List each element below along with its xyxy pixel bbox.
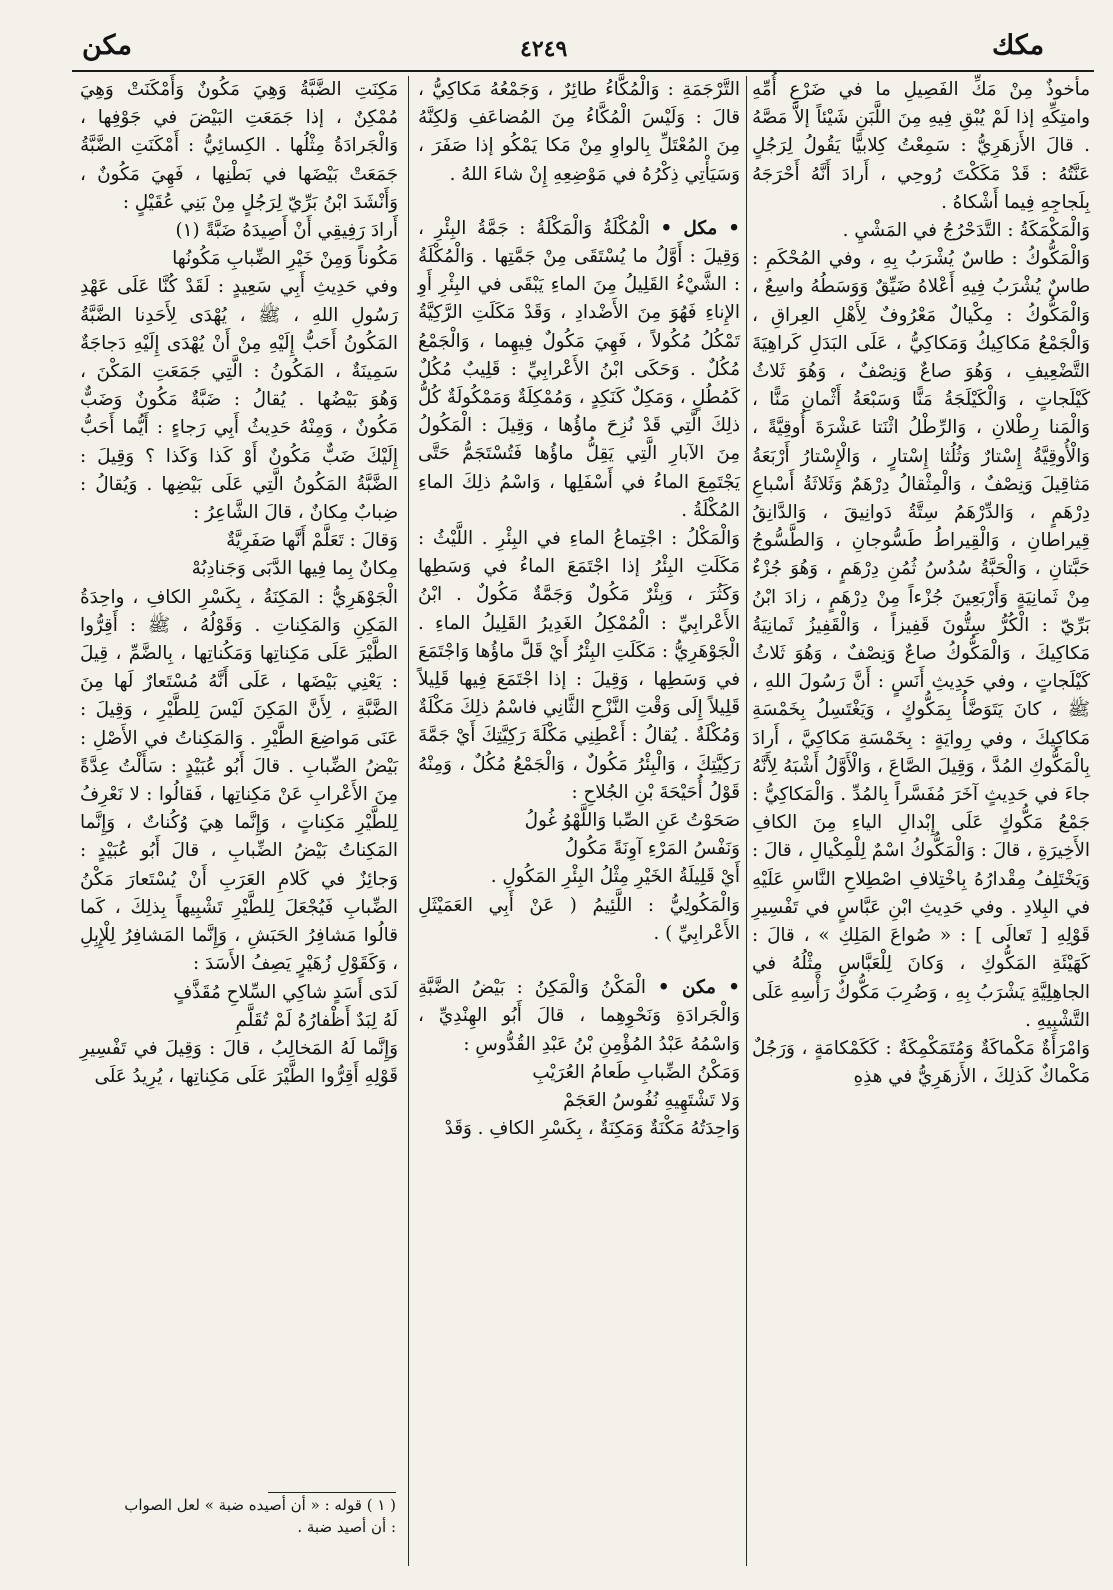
header-root-left: مكن: [82, 30, 132, 61]
entry-text: الْمَكْنُ وَالْمَكِنُ : بَيْضُ الضَّبَّةِ وَالْجَرادَةِ وَنَحْوِهِما ، قالَ أَبُو الهِنْدِيِّ ، وَاسْمُهُ عَبْدُ المُؤْمِنِ بْنُ عَبْدِ القُدُّوسِ :: [418, 977, 740, 1055]
paragraph: وَامْرَأَةٌ مَكْماكَةٌ وَمُتَمَكْمِكَةٌ : كَكَمْكامَةٍ ، وَرَجُلٌ مَكْماكٌ كَذلِكَ ، الأَزهَرِيُّ في هذِهِ: [752, 1037, 1090, 1088]
header-rule: [72, 70, 1094, 72]
verse-line: لَهُ لِبَدٌ أَظْفارُهُ لَمْ تُقَلَّمِ: [235, 1009, 398, 1031]
footnote-line: ( ١ ) قوله : « أن أصيده ضبة » لعل الصواب: [124, 1496, 396, 1514]
column-middle: [418, 76, 740, 1143]
paragraph: وَإِنَّما لَهُ المَخالِبُ ، قالَ : وَقِيلَ في تَفْسِيرِ قَوْلِهِ أَقِرُّوا الطَّيْرَ عَلَى مَكِناتِها ، يُرِيدُ عَلَى: [80, 1037, 398, 1088]
verse-line: وَقالَ : تَعَلَّمْ أَنَّها صَفَرِيَّةٌ: [226, 530, 398, 552]
verse-line: وَمَكْنُ الضِّبابِ طَعامُ العُرَيْبِ: [532, 1061, 740, 1083]
paragraph: وَاحِدَتُهُ مَكْنَةٌ وَمَكِنَةٌ ، بِكَسْرِ الكافِ . وَقَدْ: [444, 1118, 740, 1140]
paragraph: وَالْمَكُولِيُّ : اللَّئِيمُ ( عَنْ أَبِي العَمَيْثَلِ الأَعْرابِيِّ ) .: [418, 894, 740, 944]
verse-line: لَدَى أَسَدٍ شاكِي السِّلاحِ مُقَذَّفٍ: [173, 981, 398, 1003]
paragraph: وفي حَدِيثِ أَبِي سَعِيدٍ : لَقَدْ كُنَّا عَلَى عَهْدِ رَسُولِ اللهِ ، ﷺ ، يُهْدَى لِأَحَدِنا الضَّبَّةُ المَكُونُ أَحَبُّ إِلَيْهِ مِنْ أَنْ يُهْدَى إِلَيْهِ دَجاجَةٌ سَمِينَةٌ ، المَكُونُ : الَّتِي جَمَعَتِ المَكْنَ ، وَهُوَ بَيْضُها . يُقالُ : ضَبَّةٌ مَكُونٌ وَضَبٌّ مَكُونٌ ، وَمِنْهُ حَدِيثُ أَبِي رَجاءٍ : أَيُّما أَحَبُّ إِلَيْكَ ضَبٌّ مَكُونٌ أَوْ كَذا وَكَذا ؟ وَقِيلَ : الضَّبَّةُ المَكُونُ الَّتِي عَلَى بَيْضِها . وَيُقالُ : ضِبابٌ مِكانٌ ، قالَ الشَّاعِرُ :: [80, 276, 398, 524]
paragraph: الْجَوْهَرِيُّ : المَكِنَةُ ، بِكَسْرِ الكافِ ، واحِدَةُ المَكِنِ وَالمَكِناتِ . وَقَوْلُهُ ، ﷺ : أَقِرُّوا الطَّيْرَ عَلَى مَكِناتِها وَمَكُناتِها ، بِالضَّمِّ ، قِيلَ : يَعْنِي بَيْضَها ، عَلَى أَنَّهُ مُسْتَعارٌ لَها مِنَ الضَّبَّةِ ، لِأَنَّ المَكِنَ لَيْسَ لِلطَّيْرِ ، وَقِيلَ : عَنَى مَواضِعَ الطَّيْرِ . وَالمَكِناتُ في الأَصْلِ : بَيْضُ الضِّبابِ . قالَ أَبُو عُبَيْدٍ : سَأَلْتُ عِدَّةً مِنَ الأَعْرابِ عَنْ مَكِناتِها ، فَقالُوا : لا نَعْرِفُ لِلطَّيْرِ مَكِناتٍ ، وَإِنَّما هِيَ وُكُناتٌ ، وَإِنَّما المَكِناتُ بَيْضُ الضِّبابِ ، قالَ أَبُو عُبَيْدٍ : وَجائِزٌ في كَلامِ العَرَبِ أَنْ يُسْتَعارَ مَكْنُ الضِّبابِ فَيُجْعَلَ لِلطَّيْرِ تَشْبِيهاً بِذلِكَ ، كَما قالُوا مَشافِرُ الحَبَشِ ، وَإِنَّما المَشافِرُ لِلْإِبِلِ ، وَكَقَوْلِ زُهَيْرٍ يَصِفُ الأَسَدَ :: [80, 586, 398, 975]
paragraph: أَيْ قَلِيلَةُ الخَيْرِ مِثْلُ البِئْرِ المَكُولِ .: [490, 866, 740, 888]
footnote: [80, 1494, 396, 1538]
footnote-rule: [268, 1492, 396, 1493]
verse-line: وَلا تَشْتَهِيهِ نُفُوسُ العَجَمْ: [563, 1089, 740, 1111]
column-divider-right: [746, 76, 747, 1566]
column-left: [80, 76, 398, 1091]
paragraph: وَالْمَكُّوكُ : طاسٌ يُشْرَبُ بِهِ ، وفي المُحْكَمِ : طاسٌ يُشْرَبُ فِيهِ أَعْلاهُ ضَيِّقٌ وَوَسَطُهُ واسِعٌ ، وَالْمَكُّوكُ : مِكْيالٌ مَعْرُوفٌ لِأَهْلِ العِراقِ ، وَالْجَمْعُ مَكاكِيكُ وَمَكاكِيُّ ، عَلَى البَدَلِ كَراهِيَةَ التَّضْعِيفِ ، وَهُوَ صاعٌ وَنِصْفٌ ، وَهُوَ ثَلاثُ كَيْلَجاتٍ ، وَالْكَيْلَجَةُ مَنًّا وَسَبْعَةُ أَثْمانِ مَنًّا ، وَالْمَنا رِطْلانِ ، وَالرِّطْلُ اثْنَتا عَشْرَةَ أُوقِيَّةً ، وَالْأُوقِيَّةُ إِسْتارٌ وَثُلُثا إِسْتارٍ ، وَالْإِسْتارُ أَرْبَعَةُ مَثاقِيلَ وَنِصْفٌ ، وَالْمِثْقالُ دِرْهَمٌ وَثَلاثَةُ أَسْباعِ دِرْهَمٍ ، وَالدِّرْهَمُ سِتَّةُ دَوانِيقَ ، وَالدَّانِقُ قِيراطانِ ، وَالْقِيراطُ طَسُّوجانِ ، وَالطَّسُّوجُ حَبَّتانِ ، وَالْحَبَّةُ سُدُسُ ثُمُنِ دِرْهَمٍ ، وَهُوَ جُزْءٌ مِنْ ثَمانِيَةٍ وَأَرْبَعِينَ جُزْءاً مِنْ دِرْهَمٍ ، زادَ ابْنُ بَرِّيّ : الْكُرُّ سِتُّونَ قَفِيزاً ، وَالْقَفِيزُ ثَمانِيَةُ مَكاكِيكَ ، وَالْمَكُّوكُ صاعٌ وَنِصْفٌ ، وَهُوَ ثَلاثُ كَيْلَجاتٍ ، وفي حَدِيثِ أَنَسٍ : أَنَّ رَسُولَ اللهِ ، ﷺ ، كانَ يَتَوَضَّأُ بِمَكُّوكٍ ، وَيَغْتَسِلُ بِخَمْسَةِ مَكاكِيكَ ، وفي رِوايَةٍ : بِخَمْسَةِ مَكاكِيَّ ، أَرادَ بِالْمَكُّوكِ المُدَّ ، وَقِيلَ الصَّاعَ ، وَالْأَوَّلُ أَشْبَهُ لِأَنَّهُ جاءَ في حَدِيثٍ آخَرَ مُفَسَّراً بِالمُدِّ . وَالْمَكاكِيُّ : جَمْعُ مَكُّوكٍ عَلَى إِبْدالِ الياءِ مِنَ الكافِ الأَخِيرَةِ ، قالَ : وَالْمَكُّوكُ اسْمٌ لِلْمِكْيالِ ، قالَ : وَيَخْتَلِفُ مِقْدارُهُ بِاخْتِلافِ اصْطِلاحِ النَّاسِ عَلَيْهِ في البِلادِ . وفي حَدِيثِ ابْنِ عَبَّاسٍ في تَفْسِيرِ قَوْلِهِ [ تَعالَى ] : « صُواعَ المَلِكِ » ، قالَ : كَهَيْئَةِ المَكُّوكِ ، وَكانَ لِلْعَبَّاسِ مِثْلُهُ في الجاهِلِيَّةِ يَشْرَبُ بِهِ ، وَضُرِبَ مَكُّوكٌ رَأْسِهِ عَلَى التَّشْبِيهِ .: [752, 248, 1090, 1031]
paragraph: مأخوذٌ مِنْ مَكِّ الفَصِيلِ ما في ضَرْعِ أُمِّهِ وامتِكِّهِ إذا لَمْ يُبْقِ فِيهِ مِنَ اللَّبَنِ شَيْئاً إلاَّ مَصَّهُ . قالَ الأَزهَرِيُّ : سَمِعْتُ كِلابيًّا يَقُولُ لِرَجُلٍ عَنَّتُهُ : قَدْ مَكَكْتَ رُوحِي ، أَرادَ أَنَّهُ أَحْرَجَهُ بِلَجاجِهِ فِيما أَشْكاهُ .: [752, 79, 1090, 213]
verse-line: مِكانٌ بِما فِيها الدَّبَى وَجَنادِبُهْ: [191, 558, 398, 580]
entry-paragraph: [418, 974, 740, 1059]
verse-line: وَنَفْسُ المَرْءِ آوِنَةً مَكُولُ: [564, 838, 740, 860]
paragraph: وَالْمَكْلُ : اجْتِماعُ الماءِ في البِئْرِ . اللَّيْثُ : مَكَلَتِ البِئْرُ إذا اجْتَمَعَ الماءُ في وَسَطِها وَكَثُرَ ، وَبِئْرٌ مَكُولٌ وَجَمَّةٌ مَكُولٌ . ابْنُ الأَعْرابِيِّ : الْمُمْكِلُ الغَدِيرُ القَلِيلُ الماءِ . الْجَوْهَرِيُّ : مَكَلَتِ البِئْرُ أَيْ قَلَّ ماؤُها وَاجْتَمَعَ في وَسَطِها ، وَقِيلَ : إذا اجْتَمَعَ فِيها قَلِيلاً قَلِيلاً إِلَى وَقْتِ النَّزْحِ الثَّانِي فاسْمُ ذلِكَ مَكْلَةٌ وَمُكْلَةٌ . يُقالُ : أَعْطِنِي مَكْلَةَ رَكِيَّتِكَ أَيْ جَمَّةَ رَكِيَّتِكَ ، وَالْبِئْرُ مَكُولٌ ، وَالْجَمْعُ مُكُلٌ ، وَمِنْهُ قَوْلُ أُحَيْحَةَ بْنِ الجُلاحِ :: [418, 528, 740, 803]
entry-gap: [418, 189, 740, 215]
footnote-line: : أن أصيد ضبة .: [297, 1518, 396, 1536]
entry-headword-mkl: • مكل •: [660, 217, 740, 239]
column-divider-left: [408, 76, 409, 1566]
entry-paragraph: [418, 215, 740, 525]
paragraph: التَّرْجَمَةِ : وَالْمُكَّاءُ طائِرٌ ، وَجَمْعُهُ مَكاكِيُّ ، قالَ : وَلَيْسَ الْمُكَّاءُ مِنَ المُضاعَفِ وَلكِنَّهُ مِنَ المُعْتَلِّ بِالواوِ مِنْ مَكا يَمْكُو إذا صَفَرَ ، وَسَيَأْتِي ذِكْرُهُ في مَوْضِعِهِ إِنْ شاءَ اللهُ .: [418, 79, 740, 185]
entry-gap: [418, 948, 740, 974]
paragraph: وَالْمَكْمَكَةُ : التَّدَحْرُجُ في المَشْيِ .: [842, 220, 1090, 242]
verse-line: أَرادَ رَفِيقِي أَنْ أَصِيدَهُ ضَبَّةً (١): [175, 220, 398, 242]
entry-text: الْمُكْلَةُ وَالْمَكْلَةُ : جَمَّةُ البِئْرِ ، وَقِيلَ : أَوَّلُ ما يُسْتَقَى مِنْ جَمَّتِها . وَالْمُكْلَةُ : الشَّيْءُ القَلِيلُ مِنَ الماءِ يَبْقَى في البِئْرِ أَوِ الإِناءِ فَهُوَ مِنَ الأَضْدادِ ، وَقَدْ مَكَلَتِ الرَّكِيَّةُ تَمْكُلُ مُكُولاً ، فَهِيَ مَكُولٌ فِيهِما ، وَالْجَمْعُ مُكُلٌ . وَحَكَى ابْنُ الأَعْرابِيِّ : قَلِيبٌ مُكُلٌ كَمُطُلٍ ، وَمَكِلٌ كَنَكِدٍ ، وَمُمْكِلَةٌ وَمَمْكُولَةٌ كُلُّ ذلِكَ الَّتِي قَدْ نُزِحَ ماؤُها ، وَقِيلَ : الْمَكُولُ مِنَ الآبارِ الَّتِي يَقِلُّ ماؤُها فَتُسْتَجَمُّ حَتَّى يَجْتَمِعَ الماءُ في أَسْفَلِها ، وَاسْمُ ذلِكَ الماءِ المُكْلَةُ .: [418, 217, 740, 521]
page-number: ٤٢٤٩: [520, 36, 568, 62]
header-root-right: مكك: [992, 30, 1045, 61]
entry-headword-mkn: • مكن •: [657, 977, 740, 999]
paragraph: مَكِنَتِ الضَّبَّةُ وَهِيَ مَكُونٌ وَأَمْكَنَتْ وَهِيَ مُمْكِنٌ ، إذا جَمَعَتِ البَيْضَ في جَوْفِها ، وَالْجَرادَةُ مِثْلُها . الكِسائِيُّ : أَمْكَنَتِ الضَّبَّةُ جَمَعَتْ بَيْضَها في بَطْنِها ، فَهِيَ مَكُونٌ ، وَأَنْشَدَ ابْنُ بَرِّيّ لِرَجُلٍ مِنْ بَنِي عُقَيْلٍ :: [80, 79, 398, 213]
verse-line: مَكُوناً وَمِنْ خَيْرِ الضِّبابِ مَكُونُها: [172, 248, 398, 270]
verse-line: صَحَوْتُ عَنِ الصِّبا وَاللَّهْوُ غُولُ: [524, 810, 740, 832]
column-right: [752, 76, 1090, 1091]
